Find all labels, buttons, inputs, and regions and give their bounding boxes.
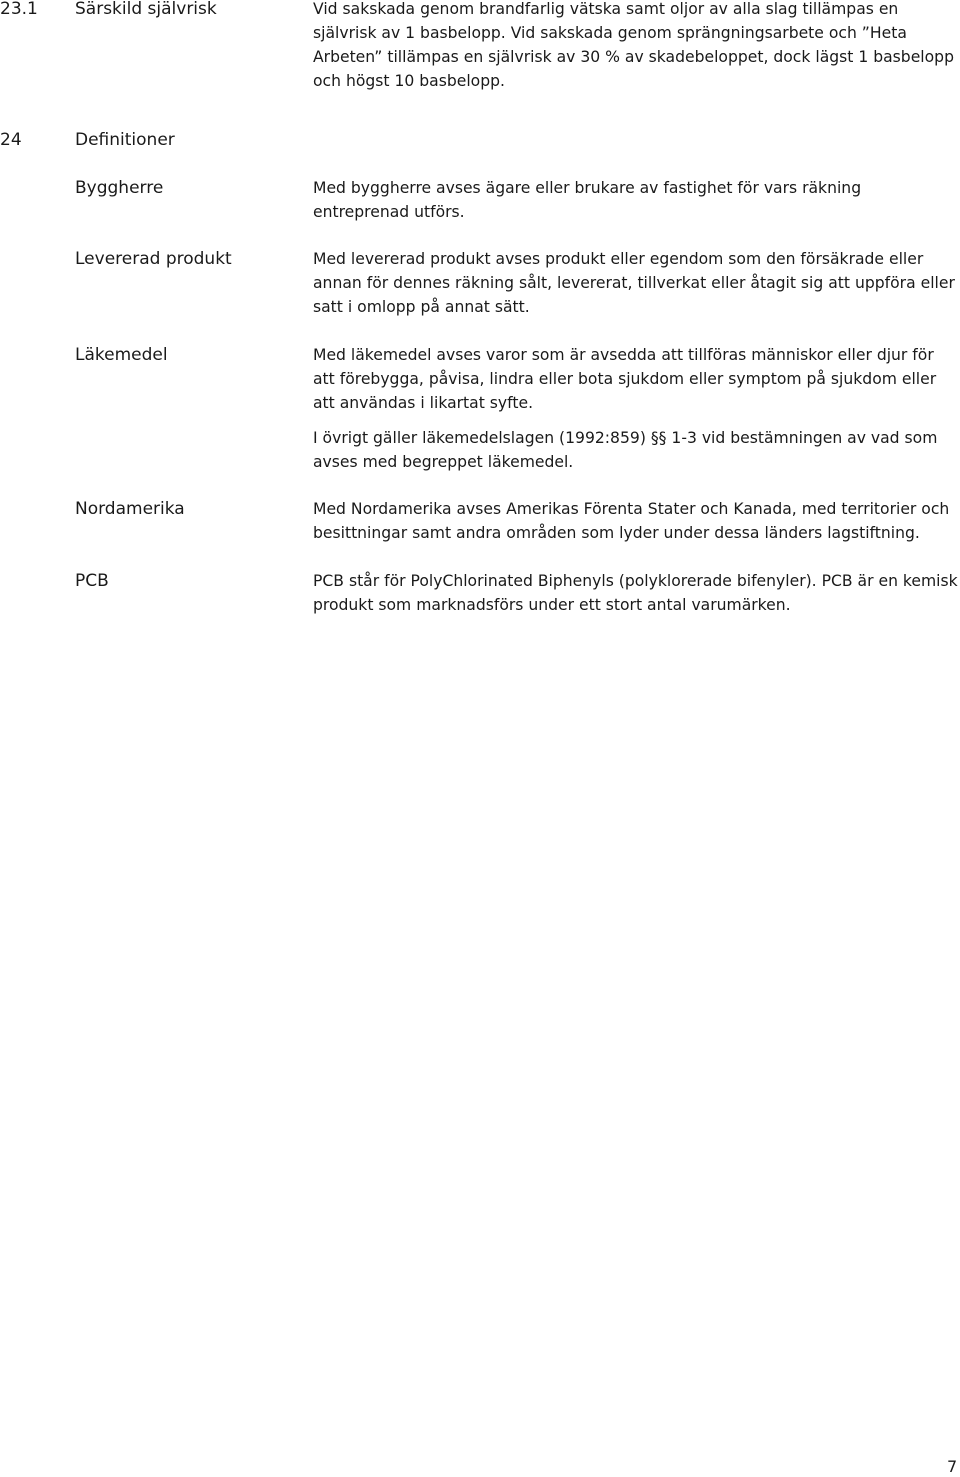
definition-text-lakemedel-note: I övrigt gäller läkemedelslagen (1992:859) §§ 1-3 vid bestämningen av vad som avses med begreppet läkemedel. [313, 429, 938, 471]
definition-text-nordamerika: Med Nordamerika avses Amerikas Förenta Stater och Kanada, med territorier och besittningar samt andra områden som lyder under dessa länders lagstiftning. [313, 500, 950, 542]
section-23-1-text: Vid sakskada genom brandfarlig vätska samt oljor av alla slag tillämpas en självrisk av 1 basbelopp. Vid sakskada genom sprängningsarbete och ”Heta Arbeten” tillämpas en självrisk av 30 % av skadebeloppet, dock lägst 1 basbelopp och högst 10 basbelopp. [313, 0, 954, 90]
section-23-1-number: 23.1 [0, 0, 38, 19]
page-number: 7 [947, 1457, 958, 1476]
section-23-1-title: Särskild självrisk [75, 0, 217, 19]
definition-term-pcb: PCB [75, 571, 109, 591]
section-24-title: Definitioner [75, 130, 175, 150]
definition-text-levererad-produkt: Med levererad produkt avses produkt eller egendom som den försäkrade eller annan för dennes räkning sålt, levererat, tillverkat eller åtagit sig att uppföra eller satt i omlopp på annat sätt. [313, 250, 955, 316]
definition-term-lakemedel: Läkemedel [75, 345, 168, 365]
definition-text-byggherre: Med byggherre avses ägare eller brukare av fastighet för vars räkning entreprenad utförs. [313, 179, 862, 221]
definition-text-lakemedel: Med läkemedel avses varor som är avsedda att tillföras människor eller djur för att förebygga, påvisa, lindra eller bota sjukdom eller symptom på sjukdom eller att användas i likartat syfte. [313, 346, 937, 412]
section-24-number: 24 [0, 130, 22, 150]
definition-term-byggherre: Byggherre [75, 178, 164, 198]
definition-term-levererad-produkt: Levererad produkt [75, 249, 232, 269]
definition-term-nordamerika: Nordamerika [75, 499, 185, 519]
definition-text-pcb: PCB står för PolyChlorinated Biphenyls (polyklorerade bifenyler). PCB är en kemisk produkt som marknadsförs under ett stort antal varumärken. [313, 572, 958, 614]
